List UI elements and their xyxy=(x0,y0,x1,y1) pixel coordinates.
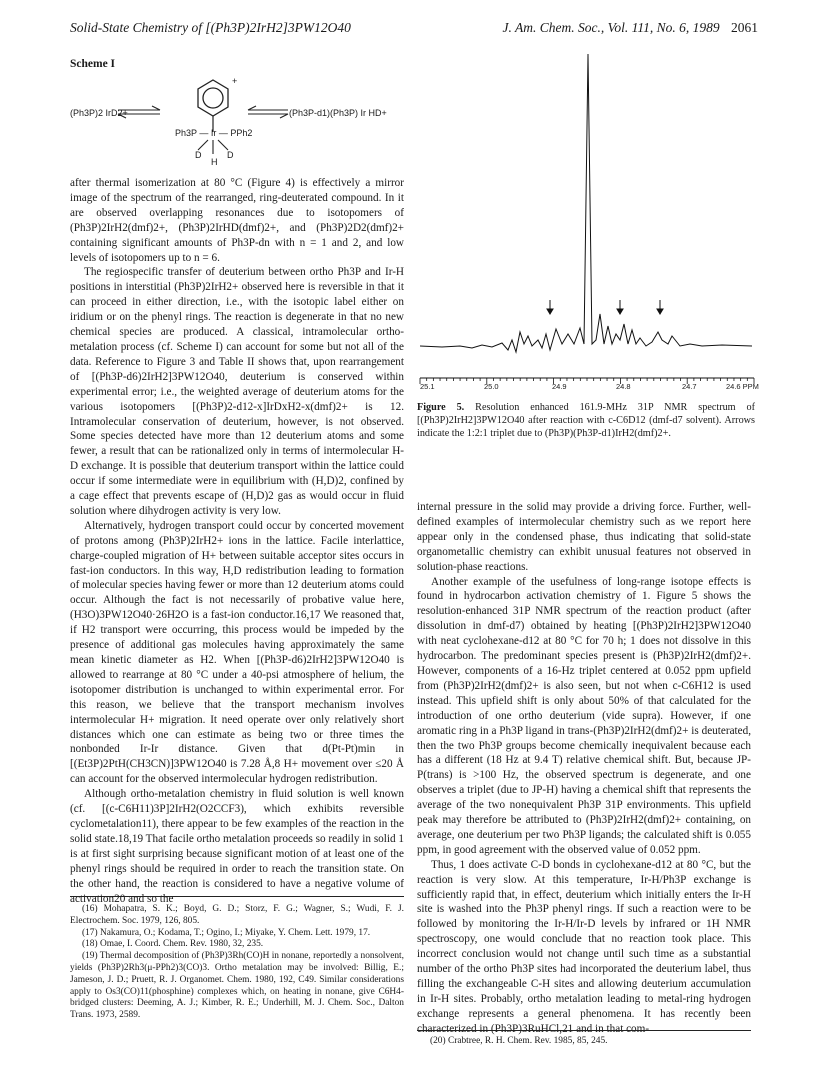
paragraph: internal pressure in the solid may provide a driving force. Further, well-defined examples of intermolecular chemistry such as we report here appear only in the condensed phase, thus indicating that solid-state organometallic chemistry can exhibit unusual features not observed in solution-phase reactions. xyxy=(417,501,751,573)
scheme-right-species: (Ph3P-d1)(Ph3P) Ir HD+ xyxy=(289,108,387,118)
page-number: 2061 xyxy=(731,20,758,35)
paragraph: Thus, 1 does activate C-D bonds in cyclohexane-d12 at 80 °C, but the reaction is very slow. At this temperature, Ir-H/Ph3P exchange is sufficiently rapid that, in effect, deuterium which initially enters the Ir-H site is washed into the Ph3P phenyl rings. If such a reaction were to be followed by monitoring the Ir-H/Ir-D levels by infrared or 1H NMR spectroscopy, one would conclude that no reaction took place. This incorrect conclusion would not change until such time as a substantial number of the ortho Ph3P sites had incorporated the deuterium label, thus filling the exchangeable C-H sites and allowing deuterium accumulation in Ir-H sites. Probably, ortho metalation leading to metal-ring hydrogen exchange represents a general phenomena. It has recently been characterized in (Ph3P)3RuHCl,21 and in that com- xyxy=(417,858,751,1035)
journal-volume: Vol. 111, No. 6, 1989 xyxy=(607,20,720,35)
reference-item: (17) Nakamura, O.; Kodama, T.; Ogino, I.; Miyake, Y. Chem. Lett. 1979, 17. xyxy=(82,927,371,938)
figure-caption-text: Resolution enhanced 161.9-MHz 31P NMR spectrum of [(Ph3P)2IrH2]3PW12O40 after reaction with c-C6D12 (dmf-d7 solvent). Arrows indicate the 1:2:1 triplet due to (Ph3P)(Ph3P-d1)IrH2(dmf)2+. xyxy=(417,402,756,439)
scheme-left-species: (Ph3P)2 IrD2+ xyxy=(70,108,128,118)
scheme-center-formula: Ph3P — Ir — PPh2 xyxy=(175,128,253,138)
journal-name: J. Am. Chem. Soc., xyxy=(502,20,605,35)
nmr-spectrum xyxy=(412,44,762,400)
scheme-label: Scheme I xyxy=(70,58,116,70)
paragraph: after thermal isomerization at 80 °C (Figure 4) is effectively a mirror image of the spectrum of the rearranged, ring-deuterated compound. In it are observed overlapping resonances due to isotopomers of (Ph3P)2IrH2(dmf)2+, (Ph3P)2IrHD(dmf)2+, and (Ph3P)2D2(dmf)2+ containing significant amounts of Ph3P-dn with n = 1 and 2, and low levels of isotopomers up to n = 6. xyxy=(70,177,404,264)
figure-caption xyxy=(417,402,755,440)
paragraph: Although ortho-metalation chemistry in fluid solution is well known (cf. [(c-C6H11)3P]2IrH2(O2CCF3), which exhibits reversible cyclometalation11), there appear to be few examples of the reaction in the solid state.18,19 That facile ortho metalation proceeds so readily in solid 1 is at first sight surprising because significant motion of at least one of the phenyl rings should be required in order to reach the transition state. On the other hand, the reaction is considered to have a negative volume of activation20 and so the xyxy=(70,788,404,905)
tick-label: 24.7 xyxy=(682,382,697,391)
tick-label: 24.6 PPM xyxy=(726,382,759,391)
tick-label: 24.9 xyxy=(552,382,567,391)
scheme-h: H xyxy=(211,157,218,167)
scheme-d-left: D xyxy=(195,150,202,160)
benzene-ring xyxy=(198,80,228,116)
peak-arrows xyxy=(547,300,663,314)
right-column xyxy=(417,500,751,1037)
reference-item: (16) Mohapatra, S. K.; Boyd, G. D.; Storz, F. G.; Wagner, S.; Wudi, F. J. Electrochem. Soc. 1979, 126, 805. xyxy=(70,904,404,926)
reference-item: (18) Omae, I. Coord. Chem. Rev. 1980, 32, 235. xyxy=(82,939,264,950)
tick-label: 24.8 xyxy=(616,382,631,391)
left-column xyxy=(70,176,404,906)
paragraph: Alternatively, hydrogen transport could occur by concerted movement of protons among (Ph3P)2IrH2+ ions in the lattice. Facile interlattice, charge-coupled migration of H+ between suitable acceptor sites occurs in fast-ion conductors. In this way, H,D redistribution leading to formation of molecular species having fewer or more than 12 deuterium atoms could occur. Although the fact is not necessarily of probative value here, (H3O)3PW12O40·26H2O is a fast-ion conductor.16,17 We reasoned that, if H2 transport were occurring, this process would be impeded by the presence of additional gas molecules having approximately the same mean kinetic diameter as H2. When [(Ph3P-d6)2IrH2]3PW12O40 is allowed to rearrange at 80 °C under a 40-psi atmosphere of helium, the isotopomer distribution is unchanged to within experimental error. For this reason, we believe that the transport mechanism involves intermolecular H+ migration. It need operate over only relatively short distances which one can estimate as being two or three times the nonbonded Ir-Ir distance. Given that d(Pt-Pt)min in [(Et3P)2PtH(CH3CN)]3PW12O40 is 7.28 Å,8 H+ movement over ≤20 Å can account for the observed intermolecular hydrogen redistribution. xyxy=(70,519,404,786)
equilibrium-arrows-right xyxy=(248,106,288,118)
references xyxy=(70,904,404,1022)
paragraph: The regiospecific transfer of deuterium between ortho Ph3P and Ir-H positions in interstitial (Ph3P)2IrH2+ observed here is reversible in that it can proceed in either direction, i.e., with the isotopic label either on iridium or on the phenyl rings. The reaction is degenerate in that no new chemical species are produced. A classical, intramolecular ortho-metalation process (cf. Scheme I) can account for some but not all of the data. Reference to Figure 3 and Table II shows that, upon rearrangement of [(Ph3P-d6)2IrH2]3PW12O40, deuterium is conserved within experimental error; i.e., the weighted average of deuterium atoms for the various isotopomers [(Ph3P)2-d12-x]IrDxH2-x(dmf)2+ is 12. Intramolecular conservation of deuterium, however, is not observed. Some species detected have more than 12 deuterium atoms and some fewer, a result that can be rationalized only in terms of intermolecular H-D exchange. It is possible that deuterium transport within the lattice could occur if some intermediate were in equilibrium with (H,D)2, confined by a cage effect that prevents escape of (H,D)2 gas as would occur in fluid solution where dihydrogen activity is very low. xyxy=(70,266,404,517)
tick-label: 25.0 xyxy=(484,382,499,391)
journal-header xyxy=(503,20,759,36)
reference-20: (20) Crabtree, R. H. Chem. Rev. 1985, 85, 245. xyxy=(430,1036,608,1046)
scheme-d-right: D xyxy=(227,150,234,160)
ir-d-bonds xyxy=(198,140,228,154)
x-axis-labels xyxy=(412,382,762,394)
running-title: Solid-State Chemistry of [(Ph3P)2IrH2]3PW12O40 xyxy=(70,20,351,35)
reference-item: (19) Thermal decomposition of (Ph3P)3Rh(CO)H in nonane, reportedly a nonsolvent, yields (Ph3P)2Rh3(μ-PPh2)3(CO)3. Ortho metalation may be involved: Billig, E.; Jameson, J. D.; Pruett, R. J. Organomet. Chem. 1980, 192, C49. Similar considerations apply to Os3(CO)11(phosphine) complexes which, on heating in nonane, give C6H4-bridged clusters: Deeming, A. J.; Kimber, R. E.; Underhill, M. J. Chem. Soc., Dalton Trans. 1973, 2589. xyxy=(70,951,404,1021)
figure-label: Figure 5. xyxy=(417,402,465,413)
footnote-divider xyxy=(417,1030,751,1031)
tick-label: 25.1 xyxy=(420,382,435,391)
spectrum-trace xyxy=(420,54,752,352)
scheme-diagram xyxy=(60,70,420,170)
references-divider xyxy=(70,896,404,897)
paragraph: Another example of the usefulness of long-range isotope effects is found in hydrocarbon activation chemistry of 1. Figure 5 shows the resolution-enhanced 31P NMR spectrum of the reaction product (after dissolution in dmf-d7) obtained by heating [(Ph3P)2IrH2]3PW12O40 with neat cyclohexane-d12 at 80 °C for 70 h; 1 does not dissolve in this hydrocarbon. The predominant species present is (Ph3P)2IrH2(dmf)2+. However, components of a 16-Hz triplet centered at 0.052 ppm upfield from (Ph3P)2IrH2(dmf)2+ is also seen, but not when c-C6H12 is used instead. This upfield shift is only about 50% of that calculated for the introduction of one ortho deuterium (vide supra). However, if one aromatic ring in a Ph3P ligand in trans-(Ph3P)2IrH2(dmf)2+ is deuterated, then the two Ph3P groups become chemically inequivalent because each has a different (18 Hz at 9.4 T) relative chemical shift. But, because JP-P(trans) is >100 Hz, the observed spectrum is degenerate, and one observes a triplet (due to JP-H) having a chemical shift that represents the average of the two nonequivalent Ph3P 31P environments. This upfield peak may therefore be attributed to (Ph3P)2IrH2(dmf)2+ containing, on average, one deuterium per two Ph3P ligands; the calculated shift is 0.055 ppm, in good agreement with the observed value of 0.052 ppm. xyxy=(417,575,751,856)
scheme-plus: + xyxy=(232,76,238,86)
